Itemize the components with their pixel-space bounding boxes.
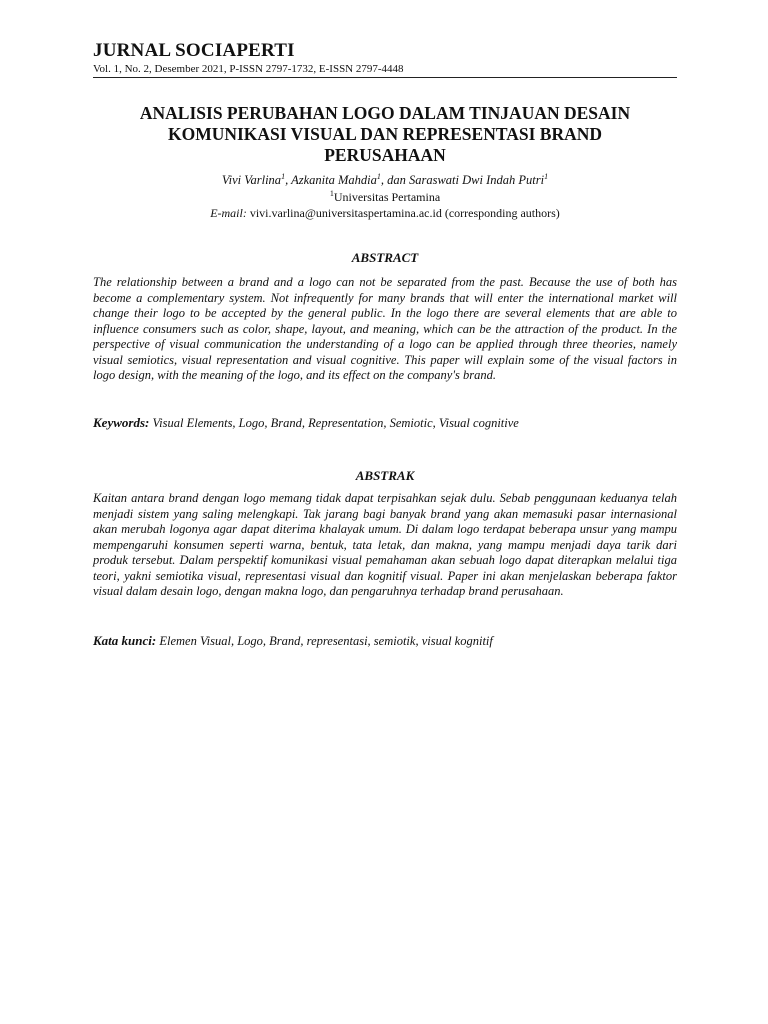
author-separator: , dan	[380, 173, 409, 188]
affiliation-name: Universitas Pertamina	[333, 190, 441, 204]
author-email	[93, 206, 677, 221]
header-divider	[93, 77, 677, 78]
abstrak-heading: ABSTRAK	[355, 468, 415, 483]
author-name: Azkanita Mahdia	[291, 173, 377, 188]
paper-title-line: ANALISIS PERUBAHAN LOGO DALAM TINJAUAN DESAIN	[139, 103, 631, 123]
journal-name: JURNAL SOCIAPERTI	[93, 40, 295, 61]
email-label: E-mail:	[210, 206, 247, 220]
abstrak-body: Kaitan antara brand dengan logo memang tidak dapat terpisahkan sejak dulu. Sebab penggunaan keduanya telah menjadi sistem yang saling melengkapi. Tak jarang bagi banyak brand yang akan memasuki pasar internasional akan merubah logonya agar dapat diterima khalayak umum. Di dalam logo terdapat beberapa unsur yang mampu mempengaruhi konsumen seperti warna, bentuk, tata letak, dan makna, yang mampu menjadi daya tarik dari produk tersebut. Dalam perspektif komunikasi visual pemahaman akan sebuah logo dapat diterapkan melalui tiga teori, yakni semiotika visual, representasi visual dan kognitif visual. Paper ini akan menjelaskan beberapa faktor visual dalam desain logo, dengan makna logo, dan pengaruhnya terhadap brand perusahaan.	[93, 491, 677, 598]
author-affiliation-mark: 1	[281, 172, 286, 181]
author-list	[93, 172, 677, 188]
author-name: Saraswati Dwi Indah Putri	[408, 173, 545, 188]
affiliation-mark: 1	[329, 189, 334, 198]
paper-title-line: PERUSAHAAN	[324, 145, 446, 165]
kata-kunci-label: Kata kunci:	[93, 633, 157, 648]
paper-title	[93, 103, 677, 166]
journal-meta: Vol. 1, No. 2, Desember 2021, P-ISSN 2797-1732, E-ISSN 2797-4448	[93, 63, 404, 75]
abstract-heading: ABSTRACT	[351, 250, 419, 265]
email-value: vivi.varlina@universitaspertamina.ac.id (corresponding authors)	[246, 206, 560, 220]
author-affiliation-mark: 1	[376, 172, 381, 181]
author-name: Vivi Varlina	[221, 173, 282, 188]
kata-kunci-line	[93, 633, 677, 649]
author-affiliation-mark: 1	[544, 172, 549, 181]
paper-title-line: KOMUNIKASI VISUAL DAN REPRESENTASI BRAND	[167, 124, 602, 144]
affiliation	[93, 189, 677, 205]
keywords-value: Visual Elements, Logo, Brand, Representation, Semiotic, Visual cognitive	[149, 416, 519, 430]
keywords-label: Keywords:	[93, 415, 150, 430]
kata-kunci-value: Elemen Visual, Logo, Brand, representasi, semiotik, visual kognitif	[156, 634, 493, 648]
author-separator: ,	[285, 173, 292, 188]
keywords-line	[93, 415, 677, 431]
abstract-body: The relationship between a brand and a logo can not be separated from the past. Because the use of both has become a complementary system. Not infrequently for many brands that will enter the international market will change their logo to be accepted by the general public. In the logo there are several elements that are able to influence consumers such as color, shape, layout, and meaning, which can be the attraction of the product. In the perspective of visual communication the understanding of a logo can be applied through three theories, namely visual semiotics, visual representation and visual cognitive. This paper will explain some of the visual factors in logo design, with the meaning of the logo, and its effect on the company's brand.	[93, 275, 677, 382]
